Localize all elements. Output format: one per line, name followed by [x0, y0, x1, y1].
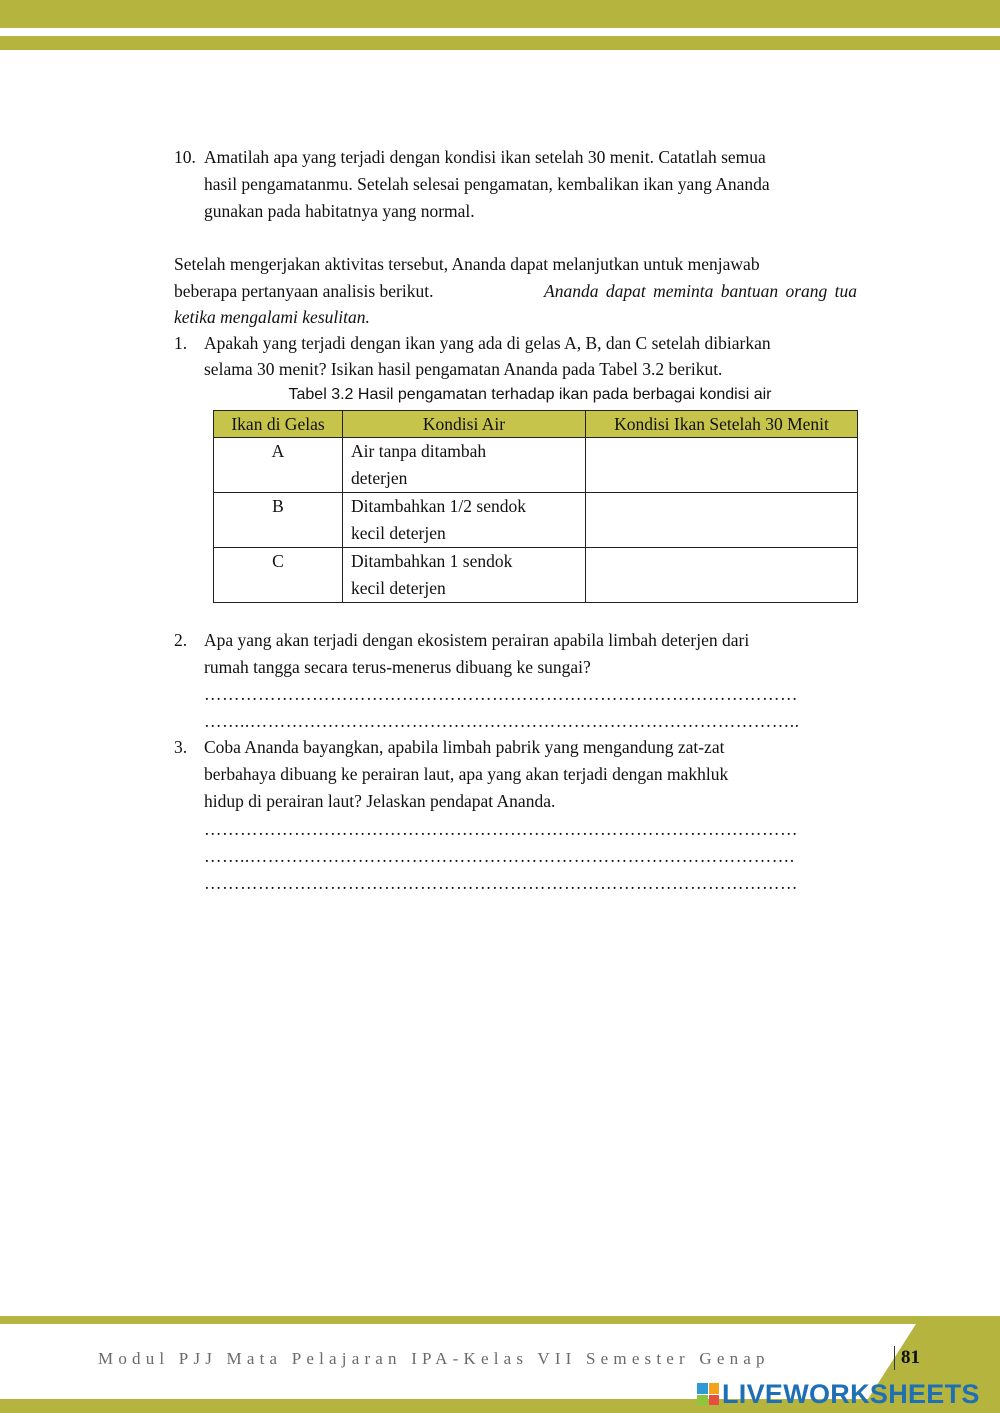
answer-line[interactable]: ……..……………………………………………………………………………….. — [204, 711, 800, 731]
intro-line2-italic: Ananda dapat meminta bantuan orang tua — [544, 281, 857, 301]
page-number: 81 — [894, 1346, 920, 1370]
water-condition-line2: deterjen — [351, 468, 408, 488]
question-10-line2: hasil pengamatanmu. Setelah selesai pengamatan, kembalikan ikan yang Ananda — [204, 174, 770, 194]
watermark-text: LIVEWORKSHEETS — [722, 1378, 980, 1409]
observation-table — [213, 410, 858, 603]
intro-line3-italic: ketika mengalami kesulitan. — [174, 307, 370, 327]
fish-condition-answer-cell[interactable] — [586, 493, 858, 548]
fish-condition-answer-cell[interactable] — [586, 438, 858, 493]
liveworksheets-logo-icon — [697, 1383, 719, 1405]
header-fish-condition: Kondisi Ikan Setelah 30 Menit — [586, 411, 858, 438]
water-condition-line2: kecil deterjen — [351, 578, 446, 598]
answer-line[interactable]: ……………………………………………………………………………………… — [204, 819, 798, 839]
answer-line[interactable]: ……………………………………………………………………………………… — [204, 873, 798, 893]
water-condition-cell — [343, 493, 586, 548]
question-1-line1: Apakah yang terjadi dengan ikan yang ada di gelas A, B, dan C setelah dibiarkan — [204, 333, 771, 353]
question-10-line1: Amatilah apa yang terjadi dengan kondisi ikan setelah 30 menit. Catatlah semua — [204, 147, 766, 167]
question-2-line2: rumah tangga secara terus-menerus dibuang ke sungai? — [204, 657, 591, 677]
table-row — [214, 493, 858, 548]
question-3-line2: berbahaya dibuang ke perairan laut, apa yang akan terjadi dengan makhluk — [204, 764, 729, 784]
question-3-line1: Coba Ananda bayangkan, apabila limbah pabrik yang mengandung zat-zat — [204, 737, 725, 757]
table-row — [214, 438, 858, 493]
footer-module-title: Modul PJJ Mata Pelajaran IPA-Kelas VII Semester Genap — [98, 1349, 770, 1368]
table-caption: Tabel 3.2 Hasil pengamatan terhadap ikan pada berbagai kondisi air — [288, 386, 772, 403]
fish-condition-answer-cell[interactable] — [586, 548, 858, 603]
table-header-row — [214, 411, 858, 438]
question-3-line3: hidup di perairan laut? Jelaskan pendapat Ananda. — [204, 791, 556, 811]
answer-line[interactable]: ……………………………………………………………………………………… — [204, 684, 798, 704]
glass-cell: C — [214, 548, 343, 603]
question-1-number: 1. — [174, 333, 188, 353]
question-10-line3: gunakan pada habitatnya yang normal. — [204, 201, 475, 221]
water-condition-line1: Ditambahkan 1/2 sendok — [351, 496, 526, 516]
table-row — [214, 548, 858, 603]
header-water-condition: Kondisi Air — [343, 411, 586, 438]
water-condition-line2: kecil deterjen — [351, 523, 446, 543]
footer-band — [0, 1316, 1000, 1324]
question-10-number: 10. — [174, 147, 196, 167]
question-1-line2: selama 30 menit? Isikan hasil pengamatan Ananda pada Tabel 3.2 berikut. — [204, 359, 723, 379]
top-band — [0, 0, 1000, 28]
question-2-line1: Apa yang akan terjadi dengan ekosistem perairan apabila limbah deterjen dari — [204, 630, 750, 650]
intro-line2-normal: beberapa pertanyaan analisis berikut. — [174, 281, 438, 301]
intro-line2 — [174, 278, 857, 305]
question-3-number: 3. — [174, 737, 188, 757]
header-glass: Ikan di Gelas — [214, 411, 343, 438]
intro-line1: Setelah mengerjakan aktivitas tersebut, Ananda dapat melanjutkan untuk menjawab — [174, 254, 760, 274]
water-condition-line1: Ditambahkan 1 sendok — [351, 551, 513, 571]
question-2-number: 2. — [174, 630, 188, 650]
water-condition-cell — [343, 548, 586, 603]
glass-cell: A — [214, 438, 343, 493]
glass-cell: B — [214, 493, 343, 548]
water-condition-line1: Air tanpa ditambah — [351, 441, 487, 461]
top-band-thin — [0, 36, 1000, 50]
water-condition-cell — [343, 438, 586, 493]
answer-line[interactable]: ……..………………………………………………………………………………. — [204, 846, 795, 866]
liveworksheets-watermark — [697, 1380, 980, 1408]
